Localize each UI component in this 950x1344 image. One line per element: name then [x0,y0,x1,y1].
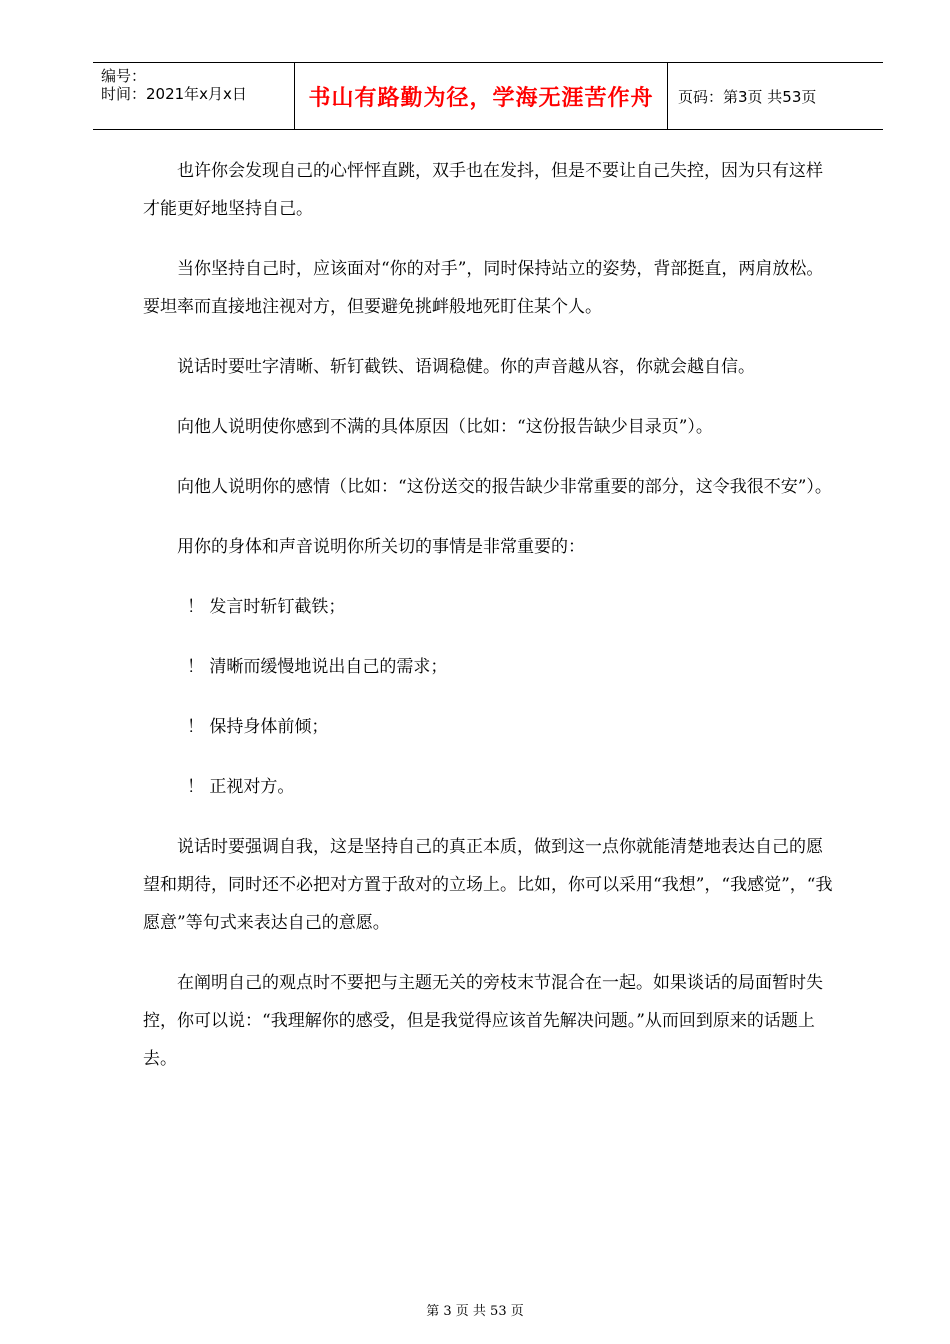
page-footer: 第 3 页 共 53 页 [426,1304,524,1319]
bullet-item: ！ 正视对方。 [187,777,295,797]
header-page-number: 页码：第3页 共53页 [678,87,817,106]
paragraph: 说话时要强调自我，这是坚持自己的真正本质，做到这一点你就能清楚地表达自己的愿望和期待，同时还不必把对方置于敌对的立场上。比如，你可以采用“我想”，“我感觉”，“我愿意”等句式来表达自己的意愿。 [143,837,833,933]
bullet-item: ！ 保持身体前倾； [187,717,329,737]
bullet-item: ！ 清晰而缓慢地说出自己的需求； [187,657,448,677]
paragraph: 在阐明自己的观点时不要把与主题无关的旁枝末节混合在一起。如果谈话的局面暂时失控，你可以说：“我理解你的感受，但是我觉得应该首先解决问题。”从而回到原来的话题上去。 [143,973,823,1069]
paragraph: 用你的身体和声音说明你所关切的事情是非常重要的： [177,537,585,557]
bullet-item: ！ 发言时斩钉截铁； [187,597,346,617]
document-number-label: 编号： [101,67,147,85]
paragraph: 向他人说明你的感情（比如：“这份送交的报告缺少非常重要的部分，这令我很不安”）。 [177,477,832,497]
header-motto-cell [295,63,668,129]
paragraph: 当你坚持自己时，应该面对“你的对手”，同时保持站立的姿势，背部挺直，两肩放松。要坦率而直接地注视对方，但要避免挑衅般地死盯住某个人。 [143,259,824,317]
paragraph: 向他人说明使你感到不满的具体原因（比如：“这份报告缺少目录页”）。 [177,417,713,437]
document-body [143,152,835,1100]
paragraph: 也许你会发现自己的心怦怦直跳，双手也在发抖，但是不要让自己失控，因为只有这样才能更好地坚持自己。 [143,161,823,219]
header-motto: 书山有路勤为径，学海无涯苦作舟 [308,85,654,111]
header-meta [93,63,295,129]
page-header [93,62,883,130]
header-page-cell [668,63,883,129]
paragraph: 说话时要吐字清晰、斩钉截铁、语调稳健。你的声音越从容，你就会越自信。 [177,357,755,377]
document-time-label: 时间：2021年x月x日 [101,85,247,103]
